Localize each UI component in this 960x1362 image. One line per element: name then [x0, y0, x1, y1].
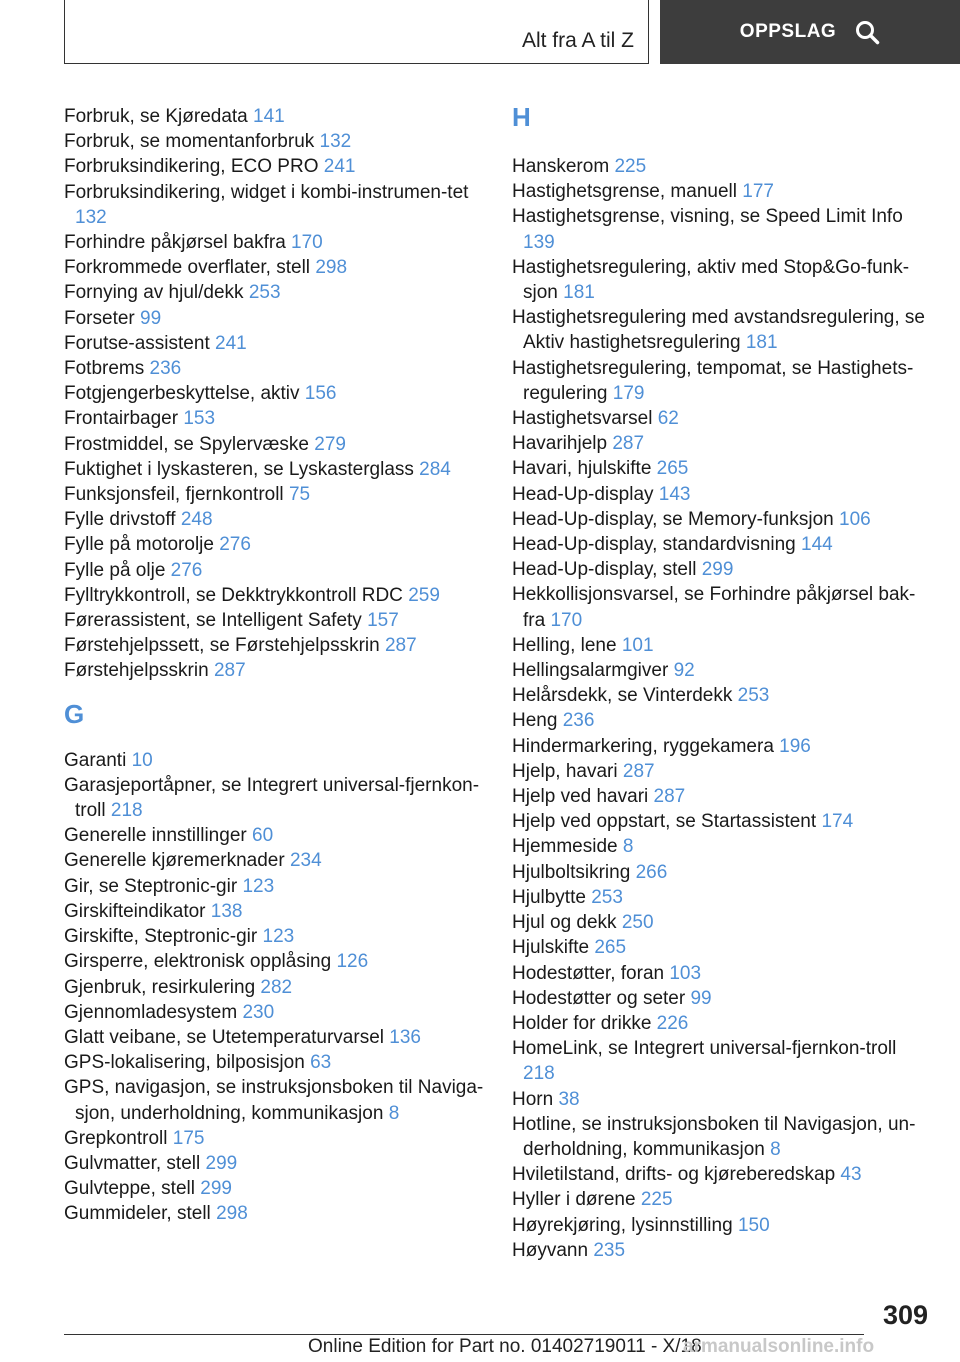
index-entry	[512, 406, 932, 431]
index-entry	[64, 848, 484, 873]
page-reference-link[interactable]: 132	[75, 206, 107, 228]
page-reference-link[interactable]: 299	[701, 559, 734, 581]
index-entry-text: Hjelp ved havari	[512, 786, 649, 808]
page-reference-link[interactable]: 38	[558, 1088, 580, 1110]
index-entry-text: Helårsdekk, se Vinterdekk	[512, 685, 733, 707]
index-entry-text: Gulvteppe, stell	[64, 1178, 195, 1200]
index-entry-text: Hjulboltsikring	[512, 861, 631, 883]
index-entry-text: Frostmiddel, se Spylervæske	[64, 433, 309, 455]
index-entry	[64, 1151, 484, 1176]
index-entry-text: Hjulskifte	[512, 937, 590, 959]
page-reference-link[interactable]: 298	[315, 257, 348, 279]
page-reference-link[interactable]: 276	[170, 559, 203, 581]
page-reference-link[interactable]: 123	[242, 875, 275, 897]
index-entry	[512, 1187, 932, 1212]
page-reference-link[interactable]: 132	[319, 131, 352, 153]
index-entry-text: Hindermarkering, ryggekamera	[512, 735, 774, 757]
index-entry	[512, 834, 932, 859]
index-entry-text: HomeLink, se Integrert universal-fjernkon‐troll	[512, 1038, 897, 1060]
index-entry	[512, 885, 932, 910]
index-entry-text: Hastighetsvarsel	[512, 408, 653, 430]
page-reference-link[interactable]: 265	[594, 937, 627, 959]
page-reference-link[interactable]: 92	[673, 660, 695, 682]
index-entry	[64, 608, 484, 633]
index-entry-text: Girsperre, elektronisk opplåsing	[64, 951, 332, 973]
page-reference-link[interactable]: 253	[737, 685, 770, 707]
page-reference-link[interactable]: 99	[140, 307, 162, 329]
index-entry-text: Grepkontroll	[64, 1127, 168, 1149]
index-entry	[512, 482, 932, 507]
index-entry	[64, 482, 484, 507]
index-entry	[64, 129, 484, 154]
index-entry	[512, 532, 932, 557]
index-entry-text: Garasjeportåpner, se Integrert universal-fjernkon‐troll	[64, 774, 480, 822]
index-entry-text: Gulvmatter, stell	[64, 1152, 201, 1174]
index-entry-text: Hviletilstand, drifts- og kjøreberedskap	[512, 1164, 836, 1186]
index-entry-text: GPS-lokalisering, bilposisjon	[64, 1052, 305, 1074]
page-reference-link[interactable]: 62	[657, 408, 679, 430]
index-entry	[512, 910, 932, 935]
page-reference-link[interactable]: 174	[821, 811, 854, 833]
index-entry-text: Høyrekjøring, lysinnstilling	[512, 1214, 733, 1236]
page-reference-link[interactable]: 136	[389, 1026, 421, 1048]
index-entry-text: Havarihjelp	[512, 433, 608, 455]
index-entry-text: Fylle på olje	[64, 559, 166, 581]
search-icon[interactable]	[854, 19, 880, 45]
page-reference-link[interactable]: 287	[622, 760, 655, 782]
index-entry-text: Havari, hjulskifte	[512, 458, 652, 480]
index-entry	[512, 356, 932, 406]
index-entry-text: Førstehjelpssett, se Førstehjelpsskrin	[64, 635, 380, 657]
index-entry-text: GPS, navigasjon, se instruksjonsboken til Naviga‐sjon, underholdning, kommunikasjon	[64, 1077, 484, 1124]
page-reference-link[interactable]: 265	[656, 458, 689, 480]
page-reference-link[interactable]: 138	[210, 900, 243, 922]
page-reference-link[interactable]: 126	[336, 951, 369, 973]
index-entry-text: Forseter	[64, 307, 135, 329]
index-entry-text: Hjulbytte	[512, 886, 586, 908]
page-reference-link[interactable]: 236	[562, 710, 595, 732]
page-reference-link[interactable]: 236	[149, 358, 182, 380]
index-entry-text: Girskifteindikator	[64, 900, 206, 922]
index-entry	[64, 1025, 484, 1050]
index-entry	[512, 154, 932, 179]
index-entry	[64, 1201, 484, 1226]
page-reference-link[interactable]: 75	[288, 484, 311, 506]
page-reference-link[interactable]: 259	[408, 584, 440, 606]
index-entry-text: Funksjonsfeil, fjernkontroll	[64, 484, 284, 506]
index-column-left	[64, 104, 484, 1227]
page-reference-link[interactable]: 253	[591, 886, 623, 908]
index-entry	[64, 748, 484, 773]
index-entry-text: Hjelp, havari	[512, 760, 618, 782]
index-entry	[512, 557, 932, 582]
entries-h	[512, 154, 932, 1263]
index-entry	[512, 582, 932, 632]
index-entry	[64, 532, 484, 557]
page-reference-link[interactable]: 8	[770, 1138, 781, 1160]
index-entry	[512, 1213, 932, 1238]
index-entry	[512, 204, 932, 254]
page-reference-link[interactable]: 175	[172, 1127, 205, 1149]
index-entry-text: Fylle på motorolje	[64, 534, 214, 556]
index-entry-text: Fuktighet i lyskasteren, se Lyskasterglass	[64, 458, 414, 480]
index-entry	[64, 154, 484, 179]
index-entry	[64, 280, 484, 305]
index-entry-text: Hjemmeside	[512, 836, 618, 858]
page-reference-link[interactable]: 143	[658, 483, 691, 505]
index-entry-text: Generelle kjøremerknader	[64, 850, 285, 872]
index-entry-text: Hanskerom	[512, 156, 610, 177]
index-entry	[64, 658, 484, 683]
index-entry-text: Forkrommede overflater, stell	[64, 257, 311, 279]
oppslag-tab-label: OPPSLAG	[739, 21, 837, 42]
index-entry-text: Gjennomladesystem	[64, 1001, 238, 1023]
index-entry	[512, 708, 932, 733]
index-entry	[64, 180, 484, 230]
index-entry-text: Hastighetsregulering, tempomat, se Hastighets‐regulering	[512, 357, 914, 404]
page-reference-link[interactable]: 8	[622, 836, 634, 858]
index-entry	[64, 331, 484, 356]
page-reference-link[interactable]: 157	[367, 610, 399, 632]
index-entry	[512, 759, 932, 784]
index-entry	[64, 432, 484, 457]
index-entry	[512, 734, 932, 759]
section-title: Alt fra A til Z	[521, 29, 634, 52]
index-entry	[64, 507, 484, 532]
index-entry-text: Hyller i dørene	[512, 1189, 636, 1211]
page-reference-link[interactable]: 170	[550, 609, 583, 631]
index-entry	[512, 456, 932, 481]
index-entry-text: Head-Up-display, se Memory-funksjon	[512, 508, 834, 530]
index-entry	[64, 924, 484, 949]
page-reference-link[interactable]: 241	[215, 332, 247, 354]
page-reference-link[interactable]: 226	[656, 1012, 689, 1034]
page-reference-link[interactable]: 276	[219, 534, 251, 556]
page-reference-link[interactable]: 10	[131, 749, 153, 771]
page-reference-link[interactable]: 123	[262, 926, 295, 948]
index-entry	[512, 1112, 932, 1162]
page-reference-link[interactable]: 241	[323, 156, 356, 178]
index-entry	[64, 457, 484, 482]
index-entry	[512, 860, 932, 885]
index-entry-text: Førerassistent, se Intelligent Safety	[64, 610, 362, 632]
page-reference-link[interactable]: 181	[563, 282, 595, 304]
page-reference-link[interactable]: 225	[614, 156, 647, 177]
index-entry-text: Hodestøtter, foran	[512, 962, 665, 984]
index-entry	[64, 773, 484, 823]
index-entry-text: Hekkollisjonsvarsel, se Forhindre påkjørsel bak‐fra	[512, 584, 916, 631]
index-entry-text: Hotline, se instruksjonsboken til Navigasjon, un‐derholdning, kommunikasjon	[512, 1113, 916, 1160]
index-entry-text: Førstehjelpsskrin	[64, 660, 209, 682]
page-reference-link[interactable]: 282	[260, 976, 293, 998]
page-reference-link[interactable]: 230	[242, 1001, 275, 1023]
index-entry	[512, 1011, 932, 1036]
page-reference-link[interactable]: 225	[640, 1189, 673, 1211]
page-reference-link[interactable]: 99	[690, 987, 712, 1009]
page-reference-link[interactable]: 141	[253, 106, 285, 127]
page-number: 309	[882, 1300, 928, 1330]
index-entry	[512, 1238, 932, 1263]
index-entry	[64, 406, 484, 431]
index-entry-text: Hastighetsgrense, manuell	[512, 181, 737, 203]
page-reference-link[interactable]: 298	[216, 1203, 248, 1225]
page-reference-link[interactable]: 235	[593, 1239, 626, 1261]
page-reference-link[interactable]: 170	[291, 232, 323, 254]
index-entry-text: Hodestøtter og seter	[512, 987, 686, 1009]
index-entry	[512, 255, 932, 305]
footer-divider	[64, 1334, 864, 1335]
index-entry	[64, 583, 484, 608]
index-entry	[512, 658, 932, 683]
index-entry	[512, 305, 932, 355]
index-entry-text: Fylltrykkontroll, se Dekktrykkontroll RDC	[64, 584, 403, 606]
index-entry	[64, 1000, 484, 1025]
index-entry	[512, 784, 932, 809]
index-entry	[64, 356, 484, 381]
entries-g	[64, 748, 484, 1227]
index-entry-text: Head-Up-display	[512, 483, 654, 505]
index-entry	[512, 507, 932, 532]
index-entry-text: Holder for drikke	[512, 1012, 652, 1034]
index-entry	[512, 1087, 932, 1112]
index-entry	[512, 431, 932, 456]
index-entry-text: Gummideler, stell	[64, 1203, 211, 1225]
index-entry	[64, 1075, 484, 1125]
page-reference-link[interactable]: 177	[742, 181, 774, 203]
header-title-box	[64, 0, 649, 64]
page-reference-link[interactable]: 218	[110, 800, 143, 822]
index-entry-text: Hjelp ved oppstart, se Startassistent	[512, 811, 817, 833]
page-reference-link[interactable]: 156	[304, 383, 337, 405]
index-entry-text: Gjenbruk, resirkulering	[64, 976, 256, 998]
section-letter-h: H	[512, 102, 531, 132]
page-reference-link[interactable]: 284	[419, 458, 451, 480]
index-entry	[64, 104, 484, 129]
index-entry-text: Heng	[512, 710, 558, 732]
index-entry-text: Forbruk, se Kjøredata	[64, 106, 248, 127]
index-entry-text: Head-Up-display, stell	[512, 559, 697, 581]
index-entry-text: Fotgjengerbeskyttelse, aktiv	[64, 383, 300, 405]
index-entry	[512, 961, 932, 986]
index-entry-text: Hellingsalarmgiver	[512, 660, 669, 682]
index-entry	[64, 899, 484, 924]
page-reference-link[interactable]: 63	[310, 1052, 332, 1074]
index-entry	[64, 1050, 484, 1075]
index-entry-text: Forbruk, se momentanforbruk	[64, 131, 315, 153]
index-entry-text: Garanti	[64, 749, 127, 771]
index-entry	[512, 986, 932, 1011]
index-entry-text: Forbruksindikering, ECO PRO	[64, 156, 319, 178]
section-letter-g: G	[64, 698, 85, 729]
index-entry	[64, 255, 484, 280]
index-entry-text: Fotbrems	[64, 358, 145, 380]
page-reference-link[interactable]: 139	[523, 231, 555, 253]
index-entry	[64, 633, 484, 658]
page-reference-link[interactable]: 234	[289, 850, 322, 872]
footer-watermark: armanualsonline.info	[683, 1336, 875, 1357]
index-entry	[512, 683, 932, 708]
index-entry-text: Forbruksindikering, widget i kombi-instrumen‐tet	[64, 181, 469, 203]
index-entry	[64, 874, 484, 899]
page-reference-link[interactable]: 8	[388, 1102, 400, 1124]
index-entry	[64, 306, 484, 331]
page-reference-link[interactable]: 299	[200, 1178, 232, 1200]
index-entry-text: Hjul og dekk	[512, 912, 617, 934]
index-entry-text: Frontairbager	[64, 408, 179, 430]
index-entry-text: Fylle drivstoff	[64, 509, 176, 531]
index-entry	[512, 1036, 932, 1086]
page-reference-link[interactable]: 287	[213, 660, 246, 682]
entries-f-continued	[64, 104, 484, 684]
index-entry	[64, 1126, 484, 1151]
index-entry-text: Glatt veibane, se Utetemperaturvarsel	[64, 1026, 384, 1048]
index-entry	[64, 558, 484, 583]
index-entry-text: Hastighetsgrense, visning, se Speed Limit Info	[512, 206, 903, 228]
index-entry-text: Hastighetsregulering, aktiv med Stop&Go-funk‐sjon	[512, 256, 910, 304]
page-reference-link[interactable]: 144	[801, 534, 833, 556]
index-column-right	[512, 104, 932, 1263]
page-reference-link[interactable]: 153	[183, 408, 216, 430]
page-reference-link[interactable]: 150	[737, 1214, 770, 1236]
index-entry-text: Høyvann	[512, 1239, 589, 1261]
page-reference-link[interactable]: 181	[745, 332, 778, 354]
page-reference-link[interactable]: 248	[180, 509, 213, 531]
index-entry-text: Helling, lene	[512, 634, 617, 656]
index-entry	[512, 633, 932, 658]
page-reference-link[interactable]: 287	[653, 786, 686, 808]
index-entry	[512, 179, 932, 204]
page-reference-link[interactable]: 299	[205, 1152, 238, 1174]
index-entry	[512, 935, 932, 960]
index-entry	[64, 230, 484, 255]
page-reference-link[interactable]: 279	[314, 433, 346, 455]
index-entry-text: Girskifte, Steptronic-gir	[64, 926, 258, 948]
footer-edition-text: Online Edition for Part no. 01402719011 - X/18	[308, 1336, 702, 1357]
page-reference-link[interactable]: 101	[621, 634, 654, 656]
index-entry-text: Forutse-assistent	[64, 332, 210, 354]
page-reference-link[interactable]: 103	[669, 962, 702, 984]
page-reference-link[interactable]: 106	[839, 508, 871, 530]
index-entry-text: Head-Up-display, standardvisning	[512, 534, 796, 556]
index-entry	[64, 975, 484, 1000]
page-reference-link[interactable]: 287	[384, 635, 417, 657]
index-entry-text: Generelle innstillinger	[64, 825, 247, 847]
page-reference-link[interactable]: 287	[612, 433, 645, 455]
index-entry	[512, 809, 932, 834]
index-entry-text: Hastighetsregulering med avstandsregulering, se Aktiv hastighetsregulering	[512, 307, 925, 354]
page-reference-link[interactable]: 218	[523, 1063, 555, 1085]
page-reference-link[interactable]: 253	[248, 282, 281, 304]
index-entry	[512, 1162, 932, 1187]
index-entry	[64, 949, 484, 974]
index-entry-text: Gir, se Steptronic-gir	[64, 875, 238, 897]
page-reference-link[interactable]: 266	[635, 861, 668, 883]
index-entry	[64, 823, 484, 848]
index-entry-text: Horn	[512, 1088, 554, 1110]
page-reference-link[interactable]: 60	[252, 825, 274, 847]
page-reference-link[interactable]: 250	[621, 912, 654, 934]
index-entry	[64, 381, 484, 406]
index-entry-text: Forhindre påkjørsel bakfra	[64, 232, 286, 254]
oppslag-tab[interactable]	[660, 0, 960, 64]
page-reference-link[interactable]: 196	[779, 735, 811, 757]
page-reference-link[interactable]: 43	[840, 1164, 862, 1186]
index-entry	[64, 1176, 484, 1201]
page-reference-link[interactable]: 179	[612, 382, 645, 404]
index-entry-text: Fornying av hjul/dekk	[64, 282, 244, 304]
